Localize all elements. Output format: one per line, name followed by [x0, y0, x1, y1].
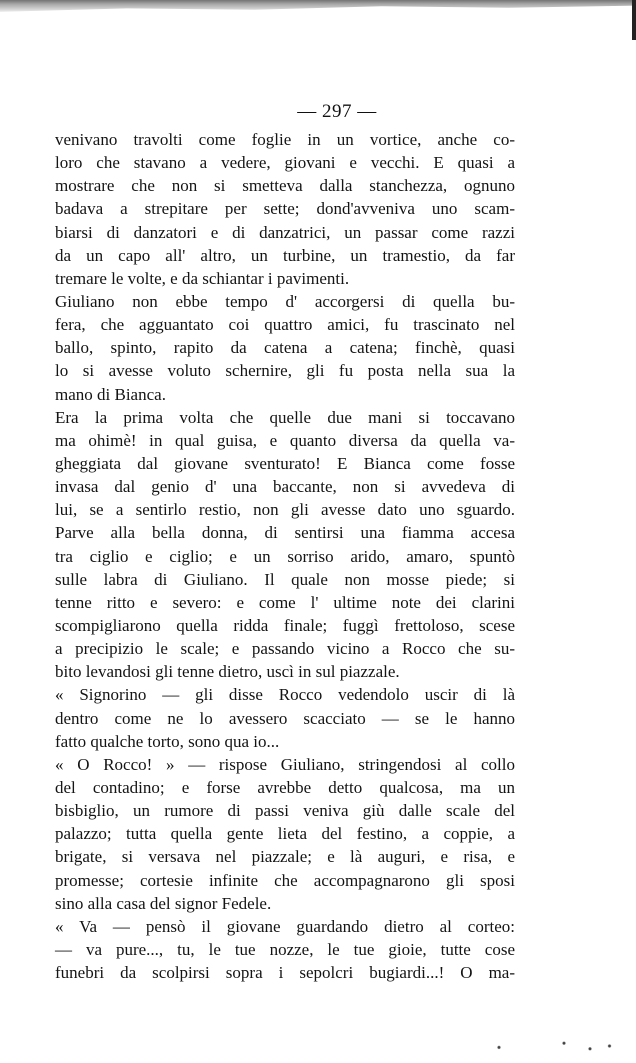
text-line: dentro come ne lo avessero scacciato — se le hanno: [55, 708, 515, 728]
text-line: venivano travolti come foglie in un vortice, anche co-: [55, 130, 515, 149]
text-line: bito levandosi gli tenne dietro, uscì in sul piazzale.: [55, 662, 400, 682]
scan-right-edge: [632, 0, 636, 40]
scan-specks: [486, 1039, 616, 1053]
text-line: palazzo; tutta quella gente lieta del festino, a coppie, a: [55, 824, 515, 844]
text-line: Era la prima volta che quelle due mani si toccavano: [55, 407, 515, 427]
page-number: — 297 —: [297, 101, 377, 122]
text-line: « Signorino — gli disse Rocco vedendolo uscir di là: [55, 685, 515, 705]
text-line: sino alla casa del signor Fedele.: [55, 893, 272, 913]
text-line: tenne ritto e severo: e come l' ultime note dei clarini: [55, 592, 515, 612]
text-line: gheggiata dal giovane sventurato! E Bianca come fosse: [55, 453, 515, 473]
text-line: lo si avesse voluto schernire, gli fu posta nella sua la: [55, 361, 515, 381]
text-line: a precipizio le scale; e passando vicino a Rocco che su-: [55, 639, 515, 659]
text-line: da un capo all' altro, un turbine, un tramestio, da far: [55, 245, 515, 265]
text-line: mano di Bianca.: [55, 384, 166, 404]
text-line: sulle labra di Giuliano. Il quale non mosse piede; si: [55, 569, 515, 589]
text-line: ma ohimè! in qual guisa, e quanto diversa da quella va-: [55, 430, 515, 450]
text-line: scompigliarono quella ridda finale; fuggì frettoloso, scese: [55, 615, 515, 635]
text-line: del contadino; e forse avrebbe detto qualcosa, ma un: [55, 777, 515, 797]
text-line: fera, che agguantato coi quattro amici, fu trascinato nel: [55, 315, 515, 335]
text-line: promesse; cortesie infinite che accompagnarono gli sposi: [55, 870, 515, 890]
text-line: fatto qualche torto, sono qua io...: [55, 731, 280, 751]
text-line: « O Rocco! » — rispose Giuliano, stringendosi al collo: [55, 754, 515, 774]
text-line: biarsi di danzatori e di danzatrici, un passar come razzi: [55, 222, 515, 242]
scan-top-edge: [0, 0, 636, 14]
text-line: ballo, spinto, rapito da catena a catena; finchè, quasi: [55, 338, 515, 358]
text-line: bisbiglio, un rumore di passi veniva giù dalle scale del: [55, 801, 515, 821]
text-line: funebri da scolpirsi sopra i sepolcri bugiardi...! O ma-: [55, 963, 515, 983]
text-line: mostrare che non si smetteva dalla stanchezza, ognuno: [55, 176, 515, 196]
text-line: badava a strepitare per sette; dond'avveniva uno scam-: [55, 199, 515, 219]
text-line: tra ciglio e ciglio; e un sorriso arido, amaro, spuntò: [55, 546, 515, 566]
text-line: Giuliano non ebbe tempo d' accorgersi di quella bu-: [55, 291, 515, 311]
text-line: loro che stavano a vedere, giovani e vecchi. E quasi a: [55, 153, 515, 173]
text-line: « Va — pensò il giovane guardando dietro al corteo:: [55, 916, 515, 936]
text-line: invasa dal genio d' una baccante, non si avvedeva di: [55, 477, 515, 497]
text-line: tremare le volte, e da schiantar i pavimenti.: [55, 268, 350, 288]
text-line: — va pure..., tu, le tue nozze, le tue gioie, tutte cose: [55, 939, 515, 959]
text-line: lui, se a sentirlo restio, non gli avesse dato uno sguardo.: [55, 500, 515, 520]
text-line: brigate, si versava nel piazzale; e là auguri, e risa, e: [55, 847, 515, 867]
body-text: [55, 128, 515, 984]
text-line: Parve alla bella donna, di sentirsi una fiamma accesa: [55, 523, 515, 543]
